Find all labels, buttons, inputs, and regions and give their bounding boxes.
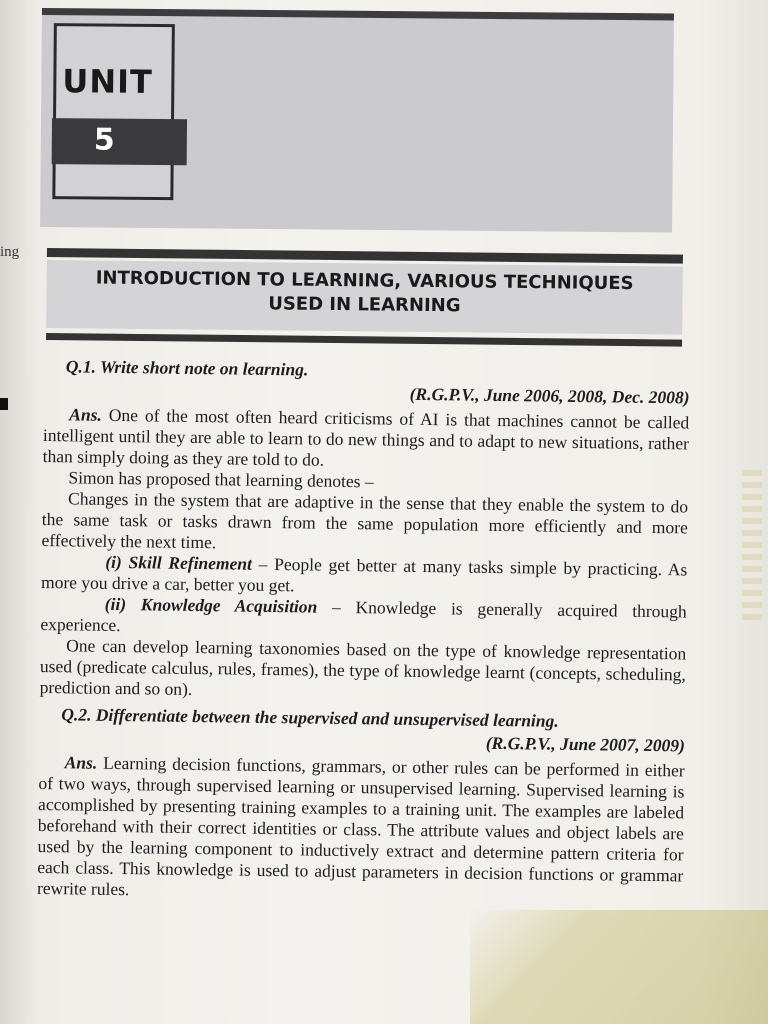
unit-banner — [40, 8, 674, 233]
answer-1-paragraph-1 — [43, 404, 690, 475]
answer-2-paragraph-1 — [37, 752, 685, 907]
answer-1-paragraph-3: Changes in the system that are adaptive in the sense that they enable the system to do the same task or tasks drawn from the same population more efficiently and more effectively the next time. — [41, 488, 689, 553]
answer-2-text: Learning decision functions, grammars, or other rules can be performed in either of two ways, through supervised learning or unsupervised learning. Supervised learning is accomplished by presenting training examples to a training unit. The examples are labeled beforehand with their correct identities or class. The attribute values and object labels are used by the learning component to inductively extract and determine pattern criteria for each class. This knowledge is used to adjust parameters in decision functions or grammar rewrite rules. — [36, 752, 685, 900]
margin-mark — [0, 398, 8, 410]
margin-fragment: ing — [0, 244, 20, 260]
section-title-line1: INTRODUCTION TO LEARNING, VARIOUS TECHNIQUES — [95, 267, 634, 295]
answer-1-paragraph-4: One can develop learning taxonomies based on the type of knowledge representation used (predicate calculus, rules, frames), the type of knowledge learnt (concepts, scheduling, prediction and so on). — [39, 635, 687, 699]
answer-label: Ans. — [69, 404, 102, 425]
unit-box — [52, 23, 175, 200]
unit-number-bar — [52, 118, 187, 165]
section-header — [46, 248, 683, 347]
section-title-line2: USED IN LEARNING — [268, 293, 461, 317]
lighting-shadow — [470, 910, 768, 1024]
body-text — [37, 356, 690, 907]
knowledge-acquisition-text: – Knowledge is generally acquired through experience. — [40, 596, 687, 636]
section-rule-bottom — [46, 333, 682, 347]
skill-refinement-label: (i) Skill Refinement — [105, 551, 253, 574]
unit-label: UNIT — [62, 62, 154, 101]
question-2-reference: (R.G.P.V., June 2007, 2009) — [485, 732, 686, 756]
page-edge-strip — [742, 470, 762, 620]
question-1: Q.1. Write short note on learning. — [65, 356, 309, 380]
answer-1-text: One of the most often heard criticisms of AI is that machines cannot be called intelligent until they are able to learn to do new things and to adapt to new situations, rather than simply doing as they are told to do. — [42, 404, 690, 470]
skill-refinement-text: – People get better at many tasks simple by practicing. As more you drive a car, better you get. — [40, 553, 688, 596]
section-title — [46, 266, 682, 321]
question-1-reference: (R.G.P.V., June 2006, 2008, Dec. 2008) — [409, 383, 690, 408]
answer-label: Ans. — [64, 752, 98, 773]
answer-1-paragraph-2: Simon has proposed that learning denotes – — [68, 467, 374, 492]
knowledge-acquisition-label: (ii) Knowledge Acquisition — [104, 593, 318, 617]
unit-number: 5 — [93, 122, 115, 158]
question-2: Q.2. Differentiate between the supervised and unsupervised learning. — [61, 704, 559, 731]
